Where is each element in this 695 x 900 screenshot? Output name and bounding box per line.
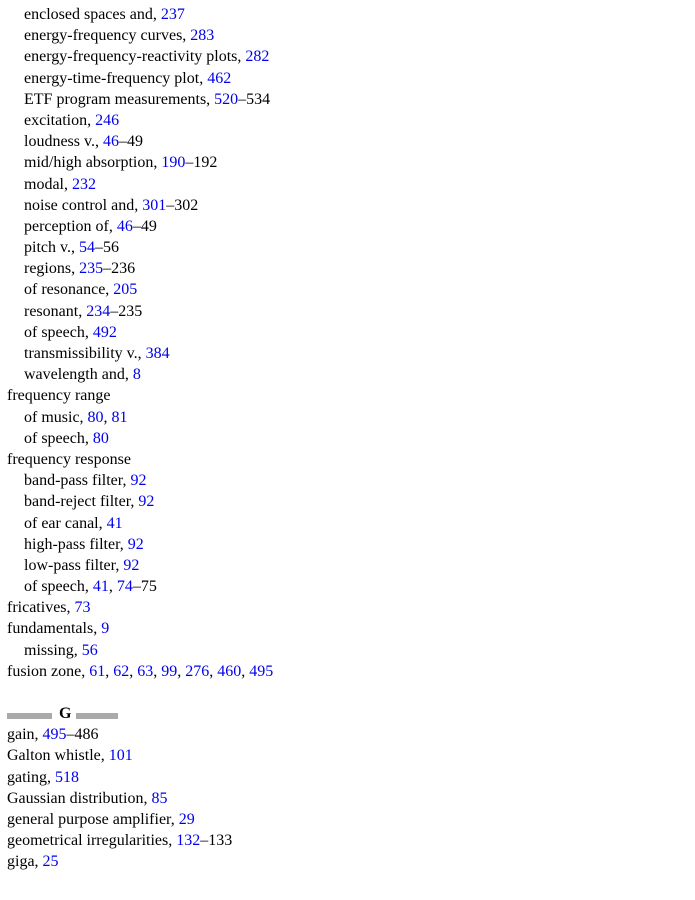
index-subentry [0, 174, 695, 195]
index-term: Galton whistle, [7, 747, 109, 765]
index-term: giga, [7, 853, 43, 871]
index-term: geometrical irregularities, [7, 832, 177, 850]
index-subentry [0, 491, 695, 512]
page-reference-link[interactable]: 232 [72, 175, 96, 193]
index-entry [0, 597, 695, 618]
page-reference-link[interactable]: 283 [190, 27, 215, 45]
page-reference-link[interactable]: 8 [132, 366, 141, 384]
page-reference-link[interactable]: 101 [108, 747, 133, 765]
index-entry [0, 661, 695, 682]
index-term: missing, [24, 641, 82, 659]
index-term: energy-frequency-reactivity plots, [24, 48, 246, 66]
page-reference-link[interactable]: 29 [178, 810, 195, 828]
page-reference-link[interactable]: 61 [89, 662, 106, 680]
section-divider-right [76, 713, 118, 719]
index-subentry [0, 301, 695, 322]
index-entry [0, 767, 695, 788]
page-reference-link[interactable]: 495 [249, 662, 274, 680]
index-entry [0, 449, 695, 470]
page-reference-link[interactable]: 462 [207, 69, 232, 87]
page-reference-link[interactable]: 81 [111, 408, 128, 426]
index-subentry [0, 89, 695, 110]
page-reference-link[interactable]: 190 [161, 154, 186, 172]
index-term: modal, [24, 175, 72, 193]
index-subentry [0, 428, 695, 449]
page-reference-link[interactable]: 235 [79, 260, 104, 278]
index-subentry [0, 407, 695, 428]
index-term: low-pass filter, [24, 556, 124, 574]
page-range-text: –49 [118, 133, 143, 151]
index-term: mid/high absorption, [24, 154, 162, 172]
index-entries-g [0, 724, 695, 872]
index-subentry [0, 322, 695, 343]
page-reference-link[interactable]: 54 [78, 239, 95, 257]
page-range-text: –56 [94, 239, 119, 257]
page-reference-link[interactable]: 237 [160, 6, 185, 23]
index-subentry [0, 258, 695, 279]
page-range-text: , [108, 578, 117, 596]
index-term: gating, [7, 768, 55, 786]
index-term: high-pass filter, [24, 535, 128, 553]
page-range-text: –534 [238, 90, 271, 108]
page-reference-link[interactable]: 301 [142, 196, 167, 214]
page-reference-link[interactable]: 92 [130, 472, 147, 490]
index-subentry [0, 534, 695, 555]
page-reference-link[interactable]: 9 [101, 620, 110, 638]
index-term: pitch v., [24, 239, 79, 257]
index-term: band-pass filter, [24, 472, 131, 490]
index-term: ETF program measurements, [24, 90, 215, 108]
index-term: frequency range [7, 387, 111, 405]
page-reference-link[interactable]: 41 [92, 578, 109, 596]
index-term: of speech, [24, 323, 93, 341]
index-subentry [0, 364, 695, 385]
page-range-text: , [241, 662, 250, 680]
index-term: transmissibility v., [24, 345, 146, 362]
index-subentry [0, 4, 695, 25]
page-reference-link[interactable]: 282 [245, 48, 270, 66]
index-subentry [0, 555, 695, 576]
page-range-text: , [209, 662, 218, 680]
index-subentry [0, 195, 695, 216]
section-divider-left [7, 713, 52, 719]
index-entries-f [0, 4, 695, 682]
index-term: of music, [24, 408, 88, 426]
index-subentry [0, 279, 695, 300]
index-entry [0, 830, 695, 851]
page-reference-link[interactable]: 132 [176, 832, 201, 850]
section-letter: G [59, 705, 72, 722]
page-reference-link[interactable]: 63 [137, 662, 154, 680]
index-entry [0, 745, 695, 766]
page-reference-link[interactable]: 92 [138, 493, 155, 511]
page-reference-link[interactable]: 205 [113, 281, 138, 299]
page-reference-link[interactable]: 92 [123, 556, 140, 574]
index-subentry [0, 237, 695, 258]
page-range-text: , [103, 408, 112, 426]
index-term: energy-frequency curves, [24, 27, 191, 45]
page-reference-link[interactable]: 46 [102, 133, 119, 151]
index-term: resonant, [24, 302, 87, 320]
page-reference-link[interactable]: 62 [113, 662, 130, 680]
index-term: excitation, [24, 111, 96, 129]
index-entry [0, 724, 695, 745]
index-entry [0, 788, 695, 809]
page-range-text: –75 [132, 578, 157, 596]
page-reference-link[interactable]: 56 [81, 641, 98, 659]
index-subentry [0, 640, 695, 661]
index-term: general purpose amplifier, [7, 810, 179, 828]
index-term: Gaussian distribution, [7, 789, 152, 807]
page-reference-link[interactable]: 73 [74, 599, 91, 617]
page-reference-link[interactable]: 495 [42, 726, 67, 744]
page-range-text: –133 [200, 832, 233, 850]
index-subentry [0, 152, 695, 173]
index-term: perception of, [24, 217, 117, 235]
index-entry [0, 385, 695, 406]
index-term: noise control and, [24, 196, 143, 214]
index-term: fundamentals, [7, 620, 102, 638]
index-subentry [0, 343, 695, 364]
index-term: gain, [7, 726, 43, 744]
index-entry [0, 618, 695, 639]
page-reference-link[interactable]: 492 [92, 323, 117, 341]
page-reference-link[interactable]: 92 [127, 535, 144, 553]
page-reference-link[interactable]: 520 [214, 90, 239, 108]
page-range-text: , [153, 662, 162, 680]
index-subentry [0, 46, 695, 67]
section-header-g [0, 703, 695, 724]
index-term: enclosed spaces and, [24, 6, 161, 23]
page-reference-link[interactable]: 99 [161, 662, 178, 680]
index-term: loudness v., [24, 133, 103, 151]
page-range-text: –302 [166, 196, 199, 214]
index-subentry [0, 25, 695, 46]
page-reference-link[interactable]: 46 [116, 217, 133, 235]
index-subentry [0, 110, 695, 131]
page-range-text: –236 [103, 260, 136, 278]
page-range-text: –486 [66, 726, 99, 744]
index-term: of speech, [24, 429, 93, 447]
index-entry [0, 851, 695, 872]
index-entry [0, 809, 695, 830]
page-reference-link[interactable]: 460 [217, 662, 242, 680]
index-term: of resonance, [24, 281, 114, 299]
index-subentry [0, 216, 695, 237]
index-term: regions, [24, 260, 80, 278]
page-reference-link[interactable]: 276 [185, 662, 210, 680]
index-term: fusion zone, [7, 662, 90, 680]
page-reference-link[interactable]: 246 [95, 111, 120, 129]
page-reference-link[interactable]: 80 [92, 429, 109, 447]
page-range-text: –235 [110, 302, 143, 320]
index-term: energy-time-frequency plot, [24, 69, 208, 87]
page-reference-link[interactable]: 384 [145, 345, 170, 362]
page-reference-link[interactable]: 234 [86, 302, 111, 320]
page-range-text: –49 [132, 217, 157, 235]
index-subentry [0, 470, 695, 491]
page-range-text: , [129, 662, 138, 680]
index-term: frequency response [7, 450, 131, 468]
page-reference-link[interactable]: 74 [116, 578, 133, 596]
page-range-text: , [105, 662, 114, 680]
page-reference-link[interactable]: 41 [106, 514, 123, 532]
page-reference-link[interactable]: 85 [151, 789, 168, 807]
page-reference-link[interactable]: 80 [87, 408, 104, 426]
page-range-text: –192 [185, 154, 218, 172]
index-subentry [0, 68, 695, 89]
page-reference-link[interactable]: 25 [42, 853, 59, 871]
page-range-text: , [177, 662, 186, 680]
index-term: of speech, [24, 578, 93, 596]
index-term: band-reject filter, [24, 493, 139, 511]
page-reference-link[interactable]: 518 [55, 768, 79, 786]
index-term: fricatives, [7, 599, 75, 617]
index-subentry [0, 131, 695, 152]
index-term: of ear canal, [24, 514, 107, 532]
index-term: wavelength and, [24, 366, 133, 384]
index-subentry [0, 513, 695, 534]
index-subentry [0, 576, 695, 597]
